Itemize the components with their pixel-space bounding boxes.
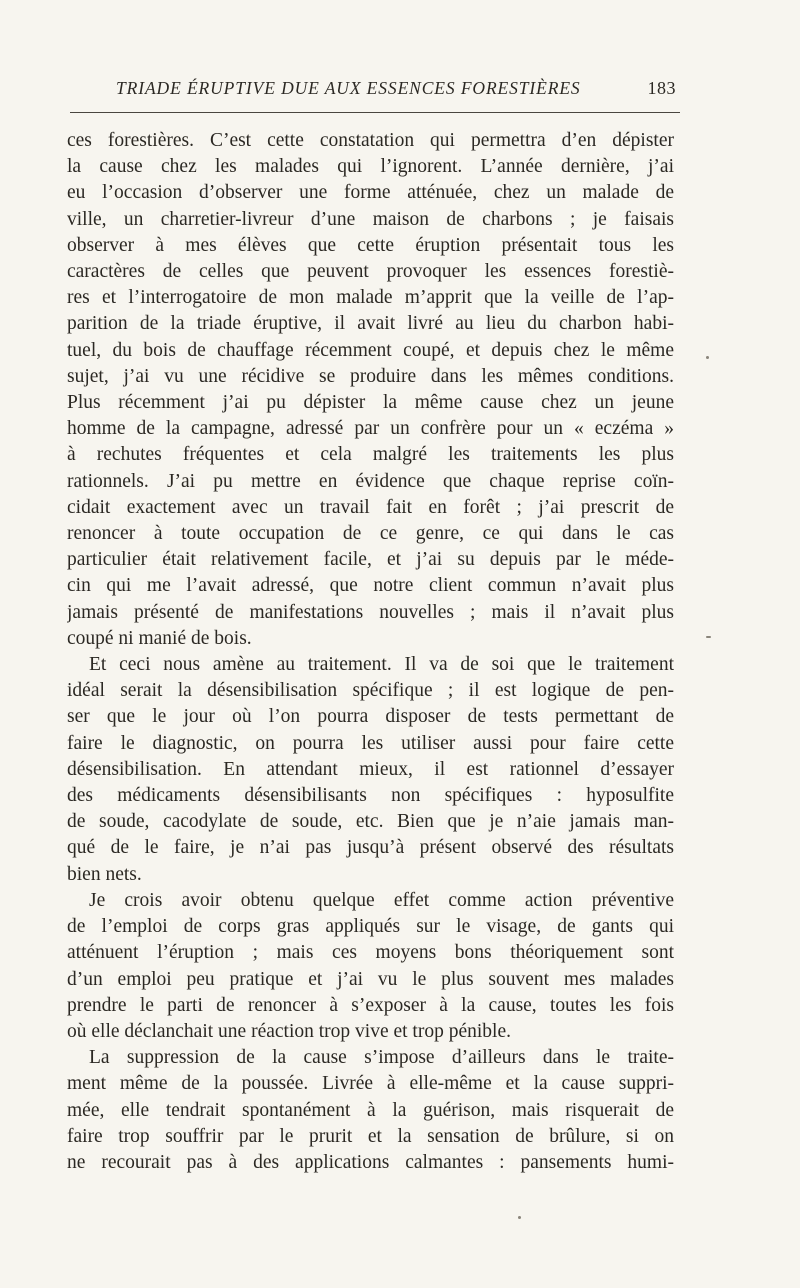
text-line: jamais présenté de manifestations nouvelles ; mais il n’avait plus [67,601,674,623]
paragraph-1 [67,128,674,652]
text-line: coupé ni manié de bois. [67,627,252,649]
text-line: ne recourait pas à des applications calmantes : pansements humi- [67,1151,674,1173]
text-line: cin qui me l’avait adressé, que notre client commun n’avait plus [67,575,674,597]
text-line: rationnels. J’ai pu mettre en évidence que chaque reprise coïn- [67,470,674,492]
text-line: parition de la triade éruptive, il avait livré au lieu du charbon habi- [67,313,674,335]
page-number: 183 [647,78,676,98]
running-title: TRIADE ÉRUPTIVE DUE AUX ESSENCES FORESTIÈRES [116,78,581,98]
text-line: ser que le jour où l’on pourra disposer de tests permettant de [67,706,674,728]
text-line: des médicaments désensibilisants non spécifiques : hyposulfite [67,785,674,807]
text-line: la cause chez les malades qui l’ignorent. L’année dernière, j’ai [67,156,674,178]
text-line: d’un emploi peu pratique et j’ai vu le plus souvent mes malades [67,968,674,990]
text-line: Plus récemment j’ai pu dépister la même cause chez un jeune [67,392,674,414]
text-line: ment même de la poussée. Livrée à elle-même et la cause suppri- [67,1073,674,1095]
text-line: atténuent l’éruption ; mais ces moyens bons théoriquement sont [67,942,674,964]
paragraph-2 [67,652,674,888]
text-line: désensibilisation. En attendant mieux, il est rationnel d’essayer [67,758,674,780]
body-text [67,128,674,1176]
text-line: de l’emploi de corps gras appliqués sur le visage, de gants qui [67,916,674,938]
text-line: qué de le faire, je n’ai pas jusqu’à présent observé des résultats [67,837,674,859]
text-line: particulier était relativement facile, et j’ai su depuis par le méde- [67,549,674,571]
text-line: faire trop souffrir par le prurit et la sensation de brûlure, si on [67,1125,674,1147]
scan-speck [706,356,709,359]
text-line: mée, elle tendrait spontanément à la guérison, mais risquerait de [67,1099,674,1121]
text-line: ville, un charretier-livreur d’une maison de charbons ; je faisais [67,208,674,230]
text-line: de soude, cacodylate de soude, etc. Bien que je n’aie jamais man- [67,811,674,833]
text-line: prendre le parti de renoncer à s’exposer à la cause, toutes les fois [67,994,674,1016]
text-line: caractères de celles que peuvent provoquer les essences forestiè- [67,261,674,283]
text-line: Et ceci nous amène au traitement. Il va de soi que le traitement [89,654,674,676]
text-line: cidait exactement avec un travail fait en forêt ; j’ai prescrit de [67,496,674,518]
text-line: bien nets. [67,863,142,885]
text-line: ces forestières. C’est cette constatation qui permettra d’en dépister [67,130,674,151]
text-line: renoncer à toute occupation de ce genre, ce qui dans le cas [67,523,674,545]
text-line: sujet, j’ai vu une récidive se produire dans les mêmes conditions. [67,365,674,387]
text-line: La suppression de la cause s’impose d’ailleurs dans le traite- [89,1047,674,1069]
text-line: faire le diagnostic, on pourra les utiliser aussi pour faire cette [67,732,674,754]
paragraph-4 [67,1045,674,1176]
text-line: où elle déclanchait une réaction trop vive et trop pénible. [67,1020,511,1042]
scan-speck [518,1216,521,1219]
scan-speck [706,636,711,638]
text-line: homme de la campagne, adressé par un confrère pour un « eczéma » [67,418,674,440]
header-rule [70,112,680,113]
text-line: Je crois avoir obtenu quelque effet comme action préventive [89,889,674,911]
text-line: eu l’occasion d’observer une forme atténuée, chez un malade de [67,182,674,204]
text-line: tuel, du bois de chauffage récemment coupé, et depuis chez le même [67,339,674,361]
paragraph-3 [67,888,674,1045]
text-line: idéal serait la désensibilisation spécifique ; il est logique de pen- [67,680,674,702]
text-line: res et l’interrogatoire de mon malade m’apprit que la veille de l’ap- [67,287,674,309]
text-line: observer à mes élèves que cette éruption présentait tous les [67,234,674,256]
text-line: à rechutes fréquentes et cela malgré les traitements les plus [67,444,674,466]
running-header [112,78,676,104]
